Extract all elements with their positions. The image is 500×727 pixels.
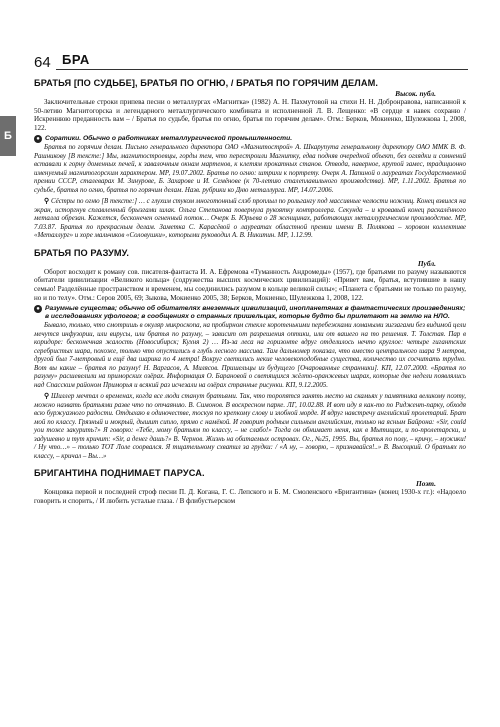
section-tab: Б xyxy=(0,116,16,156)
entry-intro: Концовка первой и последней строф песни П. Д. Когана, Г. С. Лепского и Б. М. Смоленского «Бригантина» (конец 1930-х гг.): «Надоело говорить и спорить, / И любить усталые глаза. / В флибустьерском xyxy=(34,488,466,506)
entry-title: БРАТЬЯ ПО РАЗУМУ. xyxy=(34,247,129,258)
style-label: Публ. xyxy=(417,258,436,268)
entry-intro: Оборот восходит к роману сов. писателя-фантаста И. А. Ефремова «Туманность Андромеды» (1957), где братьями по разуму называются обитатели цивилизации «Великого кольца» (содружества высших космических цивилизаций): «Привет вам, братья, вступившие в нашу семью! Разделённые пространством и временем, мы соединились разумом в кольце великой силы»; «Планета с братьями не только по разуму, но и по телу». Отм.: Серов 2005, 69; Зыкова, Мокиенко 2005, 38; Берков, Мокиенко, Шулежкова 1, 2008, 122. xyxy=(34,267,466,302)
style-label: Поэт. xyxy=(415,479,436,489)
sense-text: Разумные существа; обычно об обитателях внеземных цивилизаций, инопланетянах в фантастических произведениях; в исследованиях уфологов; в сообщениях о странных пришельцах, которые будто бы прилетают на землю на НЛО. xyxy=(45,304,466,320)
dictionary-entry xyxy=(34,78,466,241)
usage-note xyxy=(34,198,466,241)
note-mark-icon: ⚲ xyxy=(44,198,50,206)
usage-examples: Братья по горячим делам. Письмо генерального директора ОАО «Магнитострой» А. Шкарупута генеральному директору ОАО ММК В. Ф. Рашникову [В тексте:] Мы, магнитостроевцы, горды тем, что перестроили Магнитку, едва подняв очередной объект, без оглядки и сомнений вставали к горну доменных печей, к завалочным окнам мартенов, к клетям прокатных станов. Отвода, наверное, крутой замес, традиционно именуемый магнитогорским характером. МР, 19.07.2002. Братья по огню: штрихи к портрету. Очерк А. Папиной о лауреатах Государственной премии СССР, сталеварах М. Зинурове, Б. Захарове и И. Семёнове (к 70-летию сталеплавильного производства). МР, 1.11.2002. Братья по судьбе, братья по огню, братья по горячим делам. Назв. рубрики ко Дню металлурга. МР, 14.07.2006. xyxy=(34,144,466,194)
entry-intro: Заключительные строки припева песни о металлургах «Магнитка» (1982) А. Н. Пахмутовой на стихи Н. Н. Добронравова, написанной к 50-летию Магнитогорска и легендарного металлургического комбината и исполненной Л. В. Лещенко: «В сердце я навек сохраню / Искреннюю преданность вам – / Братья по судьбе, братья по огню, братья по горячим делам». Отм.: Берков, Мокиенко, Шулежкова 1, 2008, 122. xyxy=(34,98,466,133)
style-label: Высок. публ. xyxy=(395,89,436,98)
dictionary-entry xyxy=(34,248,466,462)
running-head: БРА xyxy=(62,52,90,67)
sense-definition xyxy=(34,135,466,143)
note-mark-icon: ⚲ xyxy=(44,393,50,401)
page-header xyxy=(34,46,468,74)
circle-bullet-icon: ● xyxy=(34,305,42,313)
dictionary-entry xyxy=(34,468,466,505)
usage-note xyxy=(34,393,466,461)
circle-bullet-icon: ● xyxy=(34,135,42,143)
entry-title: БРАТЬЯ [ПО СУДЬБЕ], БРАТЬЯ ПО ОГНЮ, / БРАТЬЯ ПО ГОРЯЧИМ ДЕЛАМ. xyxy=(34,78,378,88)
sense-text: Соратики. Обычно о работниках металлургической промышленности. xyxy=(45,134,293,142)
note-text: Сёстры по огню [В тексте:] … с глухим стуком многотонный слэб проплыл по рольгангу под массивные челюсти ножниц. Конец взвился на экран, исторгнув сплавленный брызгами шлак. Ольга Степанова повернула рукоятку контроллера. Секунда – и кровавый конец раскалённого металла обрезан. Кажется, бесконечен огненный поток… Очерк Б. Юрьева о 28 женщинах, работающих металлургическом производстве. МР, 7.03.87. Братья по прекрасным делам. Заметка С. Карасёвой о лауреатах областной премии имени В. Полякова – хоровом коллективе «Металлург» и хоре мальчиков «Соловушки», которыми руководил А. В. Никитин. МР, 1.12.99. xyxy=(34,198,466,240)
usage-examples: Бывало, только, что смотришь в окуляр микроскопа, на пробирном стекле коротенькими перебежками ломаными зигзагами без видимой цели мечутся инфузории, или вирусы, или братья по разуму, – зависит от разрешения оптики, или от вашего на то решения. Т. Толстая. Пар в коридоре: бесконечная жалость (Новосибирск; Кухня 2) … Из-за леса на горизонте вдруг отделилось нечто круглое: четыре гигантских серебристых шара, похоже, только что опустились в глубь лесного массива. Там дальномер показал, что вместо центрального шара 9 метров, другой был 7-метровый и ещё два шарика по 4 метра! Вокруг светились некие человекоподобные существа, количество их сосчитать трудно. Вот вы какие – братья по разуму! Н. Варгасов, А. Милясов. Пришельцы из будущего [Очарованные странники]. КП, 12.07.2000. «Братья по разуму» расшевелили на приморских озёрах. Информация О. Барановой о светящихся жёлто-оранжевых шарах, которые две недели появлялись над Спасским районом Приморья и всякий раз исчезали на озёрах странные рисунки. КП, 9.12.2005. xyxy=(34,322,466,389)
sense-definition xyxy=(34,305,466,322)
note-text: Шиллер мечтал о временах, когда все люди станут братьями. Так, что торопятся занять место на скамьях у памятника великому поэту, можно назвать братьями разве что по отчаянию. В. Симонов. В воскресном парке. ЛГ, 10.02.88. И вот иду я как-то по Риджент-парку, обходя всю буржуазного радости. Отдыхаю в одиночестве, тоскуя по крепкому слову и злобной морде. И вдруг навстречу английский пролетарий. Брат мой по классу. Грязный и мокрый, дышит сипло, прямо с намёкой. И говорит родным сильным английским, только на ясным Байрона: «Sir, could you тоже закурить?» Я говорю: «Тебе, мому братьям по классу, – не слабо!» Тогда он обнимает меня, как в Мытищах, и по-пролетарски, и задушевно и тут кричит: «Sir, а денег дашь?» В. Чернов. Жизнь на обитаемых островах. Ог., №25, 1995. Вы, братья по полу, – кричу, – мужики! / Ну что…» – только ТОТ Лоле соорвался. Я тщательному схватил за грудки: / «А ну, – говорю, – признавайся!..» В. Высоцкий. О братьях по классу, – кричал – Вы…» xyxy=(34,393,466,460)
entry-title: БРИГАНТИНА ПОДНИМАЕТ ПАРУСА. xyxy=(34,468,205,479)
page-number: 64 xyxy=(34,54,51,71)
header-rule xyxy=(56,69,468,70)
page-content xyxy=(34,78,466,506)
